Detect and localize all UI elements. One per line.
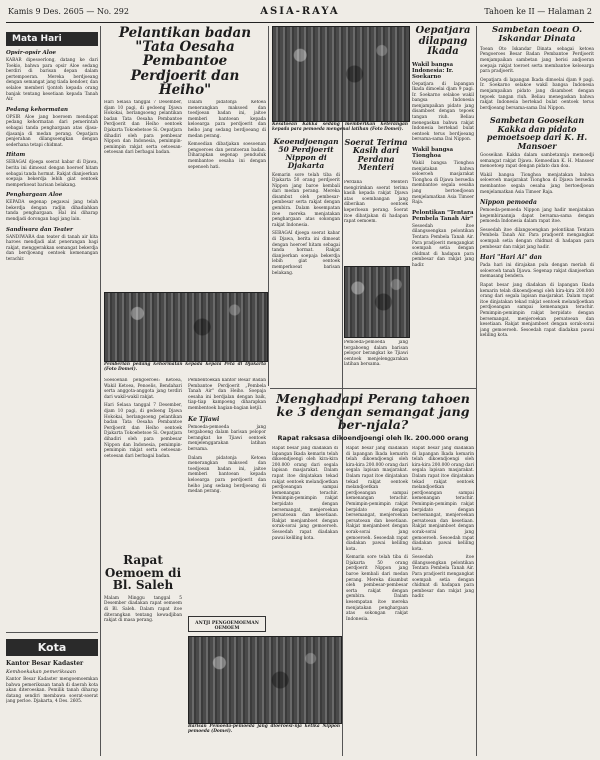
article-text: Toean Oto Iskandar Dinata sebagai ketoea Pengoeroes Besar Badan Pembantoe Perdjoerit menjampaikan sambetan jang berisi andjoeran soepaja rakjat toeroet serta membantoe keloearga para pradjoerit. xyxy=(480,46,594,75)
pelantikan-text-right xyxy=(188,100,266,286)
training-photo xyxy=(272,26,410,122)
kota-title: Kantor Besar Kadaster xyxy=(6,660,84,667)
article-text: Kemoedian dibatjakan soesoenan pengoeroes dan peratoeran badan. Diharapkan segenap penduduk membantoe oesaha ini dengan sepenoeh hati. xyxy=(188,142,266,170)
article-text: Pembentoekan kantor Besar Badan Pembantoe Perdjoerit „Pembela Tanah Air" dan Heiho. Soepaja oesaha ini berdjalan dengan baik, tiap-tiap kampoeng diharapkan membentoek bagian-bagian ketjil. xyxy=(188,378,266,411)
kota-subtitle: Kemboekakan pemeriksaan xyxy=(6,669,76,675)
article-text: SEBAGAI djoega soerat kabar di Djawa, berita ini dimoeat dengan hoeroef hitam sebagai tanda hormat. Rakjat dianjoerkan soepaja bekerdja lebih giat oentoek memperkoeat barisan belakang. xyxy=(6,160,98,188)
ceremony-photo xyxy=(104,292,268,362)
section-subtitle: Hitam xyxy=(6,152,26,159)
photo-caption: Barisan Pemoeda-pemoeda jang dioeroesi-nja ketika Nippon pemoeda (Domei). xyxy=(188,724,340,735)
article-text: Dalam pidatonja Ketoea menerangkan maksoed dan toedjoean badan ini, jaitoe memberi bantoean kepada keloearga para perdjoerit dan heiho jang sedang berdjoeang di medan perang. xyxy=(188,455,266,495)
article-text: Soesoenan pengoeroes: Ketoea, Wakil Ketoea, Penoelis, Bendahari serta anggota-anggota jang terdiri dari wakil-wakil rakjat. xyxy=(104,378,182,400)
oepatjara-headline: Oepatjara dilapang Ikada xyxy=(415,26,471,57)
article-text: OPSIR Aloe jang boeroem mendapat pedang kehormatan dari pemerintah sebagai tanda penghargaan atas djasa-djasanja di medan perang. Oepatjara penjerahan dilangsoengkan dengan sederhana tetapi chidmat. xyxy=(6,114,98,148)
column-rule xyxy=(342,26,343,756)
keoendjoengan-title: Keoendjoengan 50 Perdjoerit Nippon di Djakarta xyxy=(273,138,339,170)
mata-hari-label: Mata Hari xyxy=(6,32,98,46)
article-text: KEPADA segenap pegawai jang telah bekerdja dengan radjin dihadiahkan tanda penghargaan. Hal ini diharap mendjadi dorongan bagi jang lain. xyxy=(6,200,98,223)
article-text: Pada hari ini dirajakan pula dengan meriah di seloeroeh tanah Djawa. Segenap rakjat dianjoerkan memasang bendera. xyxy=(480,263,594,280)
section-subtitle: Pelontikan "Tentara Pembela Tanah Air" xyxy=(412,209,474,222)
photo-caption: Pemberian pedang kehormatan kepada kepala Peta di Djakarta (Foto Domei). xyxy=(104,362,266,373)
iskandar-dinata-title: Sambetan toean O. Iskandar Dinata xyxy=(491,26,583,44)
kota-section xyxy=(6,636,98,756)
pelantikan-continued xyxy=(104,378,182,548)
newspaper-page xyxy=(6,4,594,756)
column-rule xyxy=(268,26,269,386)
middle-column xyxy=(188,378,266,612)
rapat-oemoem-title: Rapat Oemoem di Bl. Saleh xyxy=(104,554,182,593)
pelantikan-text-left xyxy=(104,100,182,286)
article-text: Pemoeda-pemoeda jang tergaboeng dalam barisan pelopor berangkat ke Tjiawi oentoek menjelenggarakan latihan bersama. xyxy=(188,424,266,452)
issue-date: Kamis 9 Des. 2605 — No. 292 xyxy=(8,7,129,16)
menghadapi-subhead: Rapat raksasa dikoendjoengi oleh lk. 200.000 orang xyxy=(277,434,469,443)
menghadapi-text-3 xyxy=(412,446,474,752)
photo-side-text xyxy=(344,340,408,386)
crowd-photo xyxy=(344,266,410,338)
section-subtitle: Wakil bangsa Indonesia: Ir. Soekarno xyxy=(412,61,454,80)
article-text: Sesoedah itoe dilangsoengkan pelontikan Tentara Pembela Tanah Air. Para pradjoerit mengangkat soempah setia dengan chidmat di hadapan para pembesar dan rakjat jang hadir. xyxy=(480,227,594,250)
article-text: Gooseikan Kakka dalam sambetannja memoedji semangat rakjat Djawa. Kemoedian K. H. Mansoer menoetoep rapat dengan pidato dan doa. xyxy=(480,152,594,170)
article-text: SANDIWARA dan teater di tanah air kita haroes mendjadi alat penerangan bagi rakjat, menggerakkan semangat bekerdja dan berdjoeang oentoek kemenangan terachir. xyxy=(6,234,98,263)
article-text: Pemoeda-pemoeda Nippon jang hadir menjatakan kegembiraannja dapat bersama-sama dengan pemoeda Indonesia dalam rapat itoe. xyxy=(480,208,594,225)
section-rule xyxy=(6,632,98,633)
section-subtitle: Hari "Hari Ai" dan xyxy=(480,254,542,262)
oepatjara-column xyxy=(412,26,474,386)
article-text: Oepatjara di lapangan Ikada dimoelai djam 9 pagi. Ir. Soekarno selakoe wakil bangsa Indonesia menjampaikan pidato jang disamboet dengan tepoek tangan riuh. Beliau menegaskan bahwa rakjat Indonesia bertekad bulat oentoek terus berdjoeang bersama-sama Dai Nippon. xyxy=(480,77,594,111)
rapat-oemoem-article xyxy=(104,554,182,674)
notice-title: ANTJI PENGOEMOEMAN OEMOEM xyxy=(195,621,259,631)
menghadapi-headline: Menghadapi Perang tahoen ke 3 dengan semangat jang ber-njala? xyxy=(276,392,470,433)
article-text: Dalam pidatonja Ketoea menerangkan maksoed dan toedjoean badan ini, jaitoe memberi bantoean kepada keloearga para perdjoerit dan heiho jang sedang berdjoeang di medan perang. xyxy=(188,100,266,139)
keoendjoengan-article xyxy=(272,138,340,386)
section-subtitle: Penghargaan Aloe xyxy=(6,192,63,199)
article-text: Wakil bangsa Tionghoa menjatakan bahwa seloeroeh masjarakat Tionghoa di Djawa bersedia membantoe segala oesaha jang bertoedjoean menjelamatkan Asia Timoer Raja. xyxy=(412,161,474,206)
section-subtitle: Nippon pemoeda xyxy=(480,199,537,207)
article-text: Wakil bangsa Tionghoa menjatakan bahwa seloeroeh masjarakat Tionghoa di Djawa bersedia membantoe segala oesaha jang bertoedjoean menjelamatkan Asia Timoer Raja. xyxy=(480,172,594,195)
article-text: Pemoeda-pemoeda jang tergaboeng dalam barisan pelopor berangkat ke Tjiawi oentoek menjelenggarakan latihan bersama. xyxy=(344,340,408,368)
masthead xyxy=(6,4,594,23)
section-subtitle: Ke Tjiawi xyxy=(188,415,220,423)
article-text: Perdana Menteri mengirimkan soerat terima kasih kepada rakjat Djawa atas soembangan jang diberikan oentoek keperloean perang. Soerat itoe dibatjakan di hadapan rapat oemoem. xyxy=(344,180,408,225)
section-rule xyxy=(270,388,476,389)
article-text: Rapat besar jang diadakan di lapangan Ikada kemarin telah dikoendjoengi oleh kira-kira 200.000 orang dari segala lapisan masjarakat. Dalam rapat itoe dinjatakan tekad rakjat oentoek melandjoetkan perdjoeangan sampai kemenangan terachir. Pemimpin-pemimpin rakjat berpidato dengan bersemangat, menjeroekan persatoean dan kesetiaan. Rakjat menjamboet dengan sorak-sorai jang gemoeroeh. Sesoedah rapat diadakan pawai keliling kota. xyxy=(412,446,474,552)
mata-hari-column xyxy=(6,26,98,626)
gooseikan-title: Sambetan Gooseikan Kakka dan pidato pemoetsoep dari K. H. Mansoer xyxy=(486,115,588,151)
column-rule xyxy=(476,26,477,756)
article-text: Oepatjara di lapangan Ikada dimoelai djam 9 pagi. Ir. Soekarno selakoe wakil bangsa Indonesia menjampaikan pidato jang disamboet dengan tepoek tangan riuh. Beliau menegaskan bahwa rakjat Indonesia bertekad bulat oentoek terus berdjoeang bersama-sama Dai Nippon. xyxy=(412,81,474,143)
article-text: Kemarin sore telah tiba di Djakarta 50 orang perdjoerit Nippon jang baroe kembali dari medan perang. Mereka disambut oleh pembesar-pembesar serta rakjat dengan gembira. Dalam kesempatan itoe mereka menjatakan penghargaan atas sokongan rakjat Indonesia. xyxy=(346,555,408,622)
pelantikan-headline: Pelantikan badan "Tata Oesaha Pembantoe Perdjoerit dan Heiho" xyxy=(118,26,252,96)
right-column xyxy=(480,26,594,756)
article-text: Rapat besar jang diadakan di lapangan Ikada kemarin telah dikoendjoengi oleh kira-kira 200.000 orang dari segala lapisan masjarakat. Dalam rapat itoe dinjatakan tekad rakjat oentoek melandjoetkan perdjoeangan sampai kemenangan terachir. Pemimpin-pemimpin rakjat berpidato dengan bersemangat, menjeroekan persatoean dan kesetiaan. Rakjat menjamboet dengan sorak-sorai jang gemoeroeh. Sesoedah rapat diadakan pawai keliling kota. xyxy=(272,446,338,541)
article-text: SEBAGAI djoega soerat kabar di Djawa, berita ini dimoeat dengan hoeroef hitam sebagai tanda hormat. Rakjat dianjoerkan soepaja bekerdja lebih giat oentoek memperkoeat barisan belakang. xyxy=(272,231,340,276)
article-text: KABAR dipesoerlong, datang ke dari Toekio, bahwa para opsir Aloe sedang berdiri di barisan depan dalam pertempoeran. Mereka berdjoeang dengan semangat jang tiada kendoer, dan selaloe memberi tjontoh kepada orang banjak tentang kesetiaan kepada Tanah Air. xyxy=(6,58,98,103)
article-text: Kemarin sore telah tiba di Djakarta 50 orang perdjoerit Nippon jang baroe kembali dari medan perang. Mereka disambut oleh pembesar-pembesar serta rakjat dengan gembira. Dalam kesempatan itoe mereka menjatakan penghargaan atas sokongan rakjat Indonesia. xyxy=(272,172,340,228)
section-subtitle: Sandiwara dan Teater xyxy=(6,226,73,233)
menghadapi-text-2 xyxy=(346,446,408,752)
section-subtitle: Wakil bangsa Tionghoa xyxy=(412,147,454,160)
soerat-terima-kasih-header xyxy=(344,138,408,178)
section-subtitle: Pedang kehormatan xyxy=(6,106,69,113)
article-text: Sesoedah itoe dilangsoengkan pelontikan Tentara Pembela Tanah Air. Para pradjoerit mengangkat soempah setia dengan chidmat di hadapan para pembesar dan rakjat jang hadir. xyxy=(412,223,474,268)
year-page: Tahoen ke II — Halaman 2 xyxy=(484,7,592,16)
kota-label: Kota xyxy=(6,639,98,656)
article-text: Rapat besar jang diadakan di lapangan Ikada kemarin telah dikoendjoengi oleh kira-kira 200.000 orang dari segala lapisan masjarakat. Dalam rapat itoe dinjatakan tekad rakjat oentoek melandjoetkan perdjoeangan sampai kemenangan terachir. Pemimpin-pemimpin rakjat berpidato dengan bersemangat, menjeroekan persatoean dan kesetiaan. Rakjat menjamboet dengan sorak-sorai jang gemoeroeh. Sesoedah rapat diadakan pawai keliling kota. xyxy=(480,283,594,339)
article-text: Malam Minggu tanggal 5 Desember diadakan rapat oemoem di Bl. Saleh. Dalam rapat itoe diterangkan tentang kewadjiban rakjat di masa perang. xyxy=(104,595,182,624)
article-text: Sesoedah itoe dilangsoengkan pelontikan Tentara Pembela Tanah Air. Para pradjoerit mengangkat soempah setia dengan chidmat di hadapan para pembesar dan rakjat jang hadir. xyxy=(412,555,474,600)
article-text: Rapat besar jang diadakan di lapangan Ikada kemarin telah dikoendjoengi oleh kira-kira 200.000 orang dari segala lapisan masjarakat. Dalam rapat itoe dinjatakan tekad rakjat oentoek melandjoetkan perdjoeangan sampai kemenangan terachir. Pemimpin-pemimpin rakjat berpidato dengan bersemangat, menjeroekan persatoean dan kesetiaan. Rakjat menjamboet dengan sorak-sorai jang gemoeroeh. Sesoedah rapat diadakan pawai keliling kota. xyxy=(346,446,408,552)
parade-photo xyxy=(188,636,342,724)
soerat-terima-kasih-text xyxy=(344,180,408,260)
soerat-terima-kasih-title: Soerat Terima Kasih dari Perdana Menteri xyxy=(344,138,408,173)
article-text: Kantor Besar Kadaster mengoemoemkan bahwa pemeriksaan tanah di daerah kota akan diteroeskan. Pemilik tanah diharap datang sendiri membawa soerat-soerat jang perloe. Djakarta, 4 Des. 2605. xyxy=(6,677,98,705)
photo-caption: Kesatoean Kakka sedang memberikan keterangan kepada para pemoeda mengenai latihan (Foto Domei). xyxy=(272,122,408,133)
column-rule xyxy=(100,26,101,756)
menghadapi-text-1 xyxy=(272,446,338,636)
menghadapi-headline-block xyxy=(272,392,474,444)
section-subtitle: Opsir-opsir Aloe xyxy=(6,50,57,56)
newspaper-title: ASIA-RAYA xyxy=(260,6,340,17)
notice-box xyxy=(188,616,266,632)
article-text: Hari Selasa tanggal 7 Desember, djam 10 pagi, di gedoeng Djawa Hokokai, berlangsoeng pelantikan badan Tata Oesaha Pembantoe Perdjoerit dan Heiho oentoek Djakarta Tokoebetsoe Si. Oepatjara dihadiri oleh para pembesar Nippon dan Indonesia, pemimpin-pemimpin rakjat serta oetoesan-oetoesan dari berbagai badan. xyxy=(104,403,182,459)
pelantikan-headline-block xyxy=(104,26,266,96)
article-text: Hari Selasa tanggal 7 Desember, djam 10 pagi, di gedoeng Djawa Hokokai, berlangsoeng pelantikan badan Tata Oesaha Pembantoe Perdjoerit dan Heiho oentoek Djakarta Tokoebetsoe Si. Oepatjara dihadiri oleh para pembesar Nippon dan Indonesia, pemimpin-pemimpin rakjat serta oetoesan-oetoesan dari berbagai badan. xyxy=(104,100,182,156)
